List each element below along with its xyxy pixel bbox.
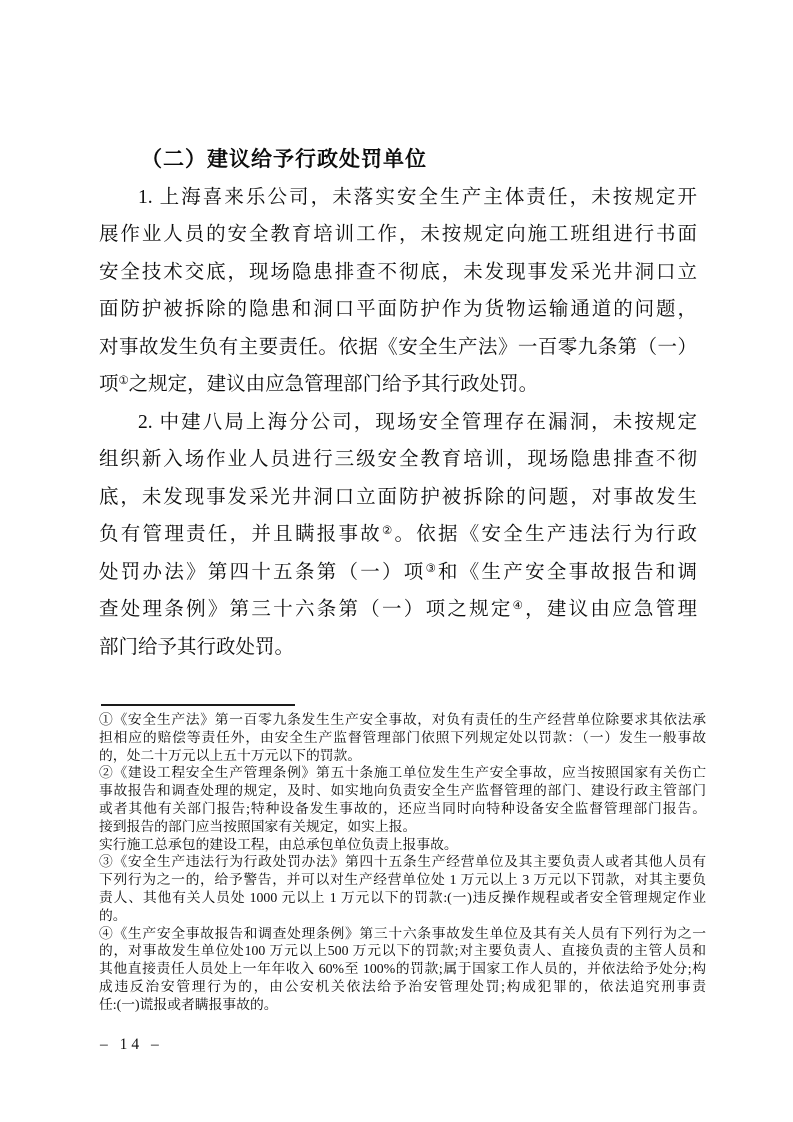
text-line: 1. 上海喜来乐公司，未落实安全生产主体责任，未按规定开 bbox=[138, 186, 697, 208]
text-line: 对事故发生负有主要责任。依据《安全生产法》一百零九条第（一） bbox=[99, 336, 697, 358]
text-line: 项①之规定，建议由应急管理部门给予其行政处罚。 bbox=[99, 374, 539, 395]
text-line: 其他直接责任人员处上一年年收入 60%至 100%的罚款;属于国家工作人员的，并依法给予处分;构 bbox=[99, 961, 706, 977]
text-line: ④《生产安全事故报告和调查处理条例》第三十六条事故发生单位及其有关人员有下列行为之一 bbox=[99, 925, 706, 941]
text-line: 的，处二十万元以上五十万元以下的罚款。 bbox=[99, 747, 362, 763]
footnote-1 bbox=[99, 711, 706, 764]
text-line: ③《安全生产违法行为行政处罚办法》第四十五条生产经营单位及其主要负责人或者其他人员有 bbox=[99, 854, 706, 870]
text-line: 面防护被拆除的隐患和洞口平面防护作为货物运输通道的问题， bbox=[99, 299, 697, 320]
page-number: – 14 – bbox=[100, 1036, 163, 1053]
text-line: 部门给予其行政处罚。 bbox=[99, 636, 295, 658]
footnote-2 bbox=[99, 764, 706, 835]
footnote-2-continued bbox=[99, 836, 706, 854]
text-line: 安全技术交底，现场隐患排查不彻底，未发现事发采光井洞口立 bbox=[99, 261, 697, 283]
text-line: ②《建设工程安全生产管理条例》第五十条施工单位发生生产安全事故，应当按照国家有关伤亡 bbox=[99, 765, 706, 781]
text-line: 实行施工总承包的建设工程，由总承包单位负责上报事故。 bbox=[99, 836, 458, 852]
text-line: 的。 bbox=[99, 907, 127, 923]
text-line: 处罚办法》第四十五条第（一）项③和《生产安全事故报告和调 bbox=[99, 561, 697, 583]
text-line: 展作业人员的安全教育培训工作，未按规定向施工班组进行书面 bbox=[99, 224, 697, 245]
text-line: 成违反治安管理行为的，由公安机关依法给予治安管理处罚;构成犯罪的，依法追究刑事责 bbox=[99, 978, 706, 994]
text-line: 下列行为之一的，给予警告，并可以对生产经营单位处 1 万元以上 3 万元以下罚款，对其主要负 bbox=[99, 872, 706, 888]
paragraph-1 bbox=[99, 179, 697, 404]
section-heading: （二）建议给予行政处罚单位 bbox=[141, 147, 427, 171]
footnote-reference: ② bbox=[382, 524, 395, 537]
footnote-section bbox=[99, 704, 706, 1014]
text-line: 负有管理责任，并且瞒报事故②。依据《安全生产违法行为行政 bbox=[99, 524, 697, 545]
text-line: 组织新入场作业人员进行三级安全教育培训，现场隐患排查不彻 bbox=[99, 449, 697, 470]
text-line: 底，未发现事发采光井洞口立面防护被拆除的问题，对事故发生 bbox=[99, 486, 697, 508]
text-line: 任:(一)谎报或者瞒报事故的。 bbox=[99, 996, 278, 1012]
text-line: 责人、其他有关人员处 1000 元以上 1 万元以下的罚款:(一)违反操作规程或者安全管理规定作业 bbox=[99, 889, 706, 905]
text-line: 或者其他有关部门报告;特种设备发生事故的，还应当同时向特种设备安全监督管理部门报告。 bbox=[99, 800, 706, 816]
footnote-reference: ① bbox=[118, 374, 129, 387]
text-line: 担相应的赔偿等责任外，由安全生产监督管理部门依照下列规定处以罚款：（一）发生一般事故 bbox=[99, 729, 706, 745]
footnote-reference: ③ bbox=[425, 562, 438, 575]
paragraph-2 bbox=[99, 404, 697, 667]
text-line: 接到报告的部门应当按照国家有关规定，如实上报。 bbox=[99, 818, 417, 834]
text-line: 查处理条例》第三十六条第（一）项之规定④，建议由应急管理 bbox=[99, 599, 697, 620]
footnote-3 bbox=[99, 853, 706, 924]
text-line: ①《安全生产法》第一百零九条发生生产安全事故，对负有责任的生产经营单位除要求其依法承 bbox=[99, 712, 706, 727]
document-body bbox=[99, 141, 697, 666]
footnote-4 bbox=[99, 925, 706, 1014]
footnote-divider bbox=[101, 704, 295, 706]
text-line: 的，对事故发生单位处100 万元以上500 万元以下的罚款;对主要负责人、直接负责的主管人员和 bbox=[99, 943, 706, 959]
text-line: 2. 中建八局上海分公司，现场安全管理存在漏洞，未按规定 bbox=[138, 411, 697, 433]
text-line: 事故报告和调查处理的规定，及时、如实地向负责安全生产监督管理的部门、建设行政主管部门 bbox=[99, 783, 706, 799]
footnote-reference: ④ bbox=[512, 599, 526, 612]
